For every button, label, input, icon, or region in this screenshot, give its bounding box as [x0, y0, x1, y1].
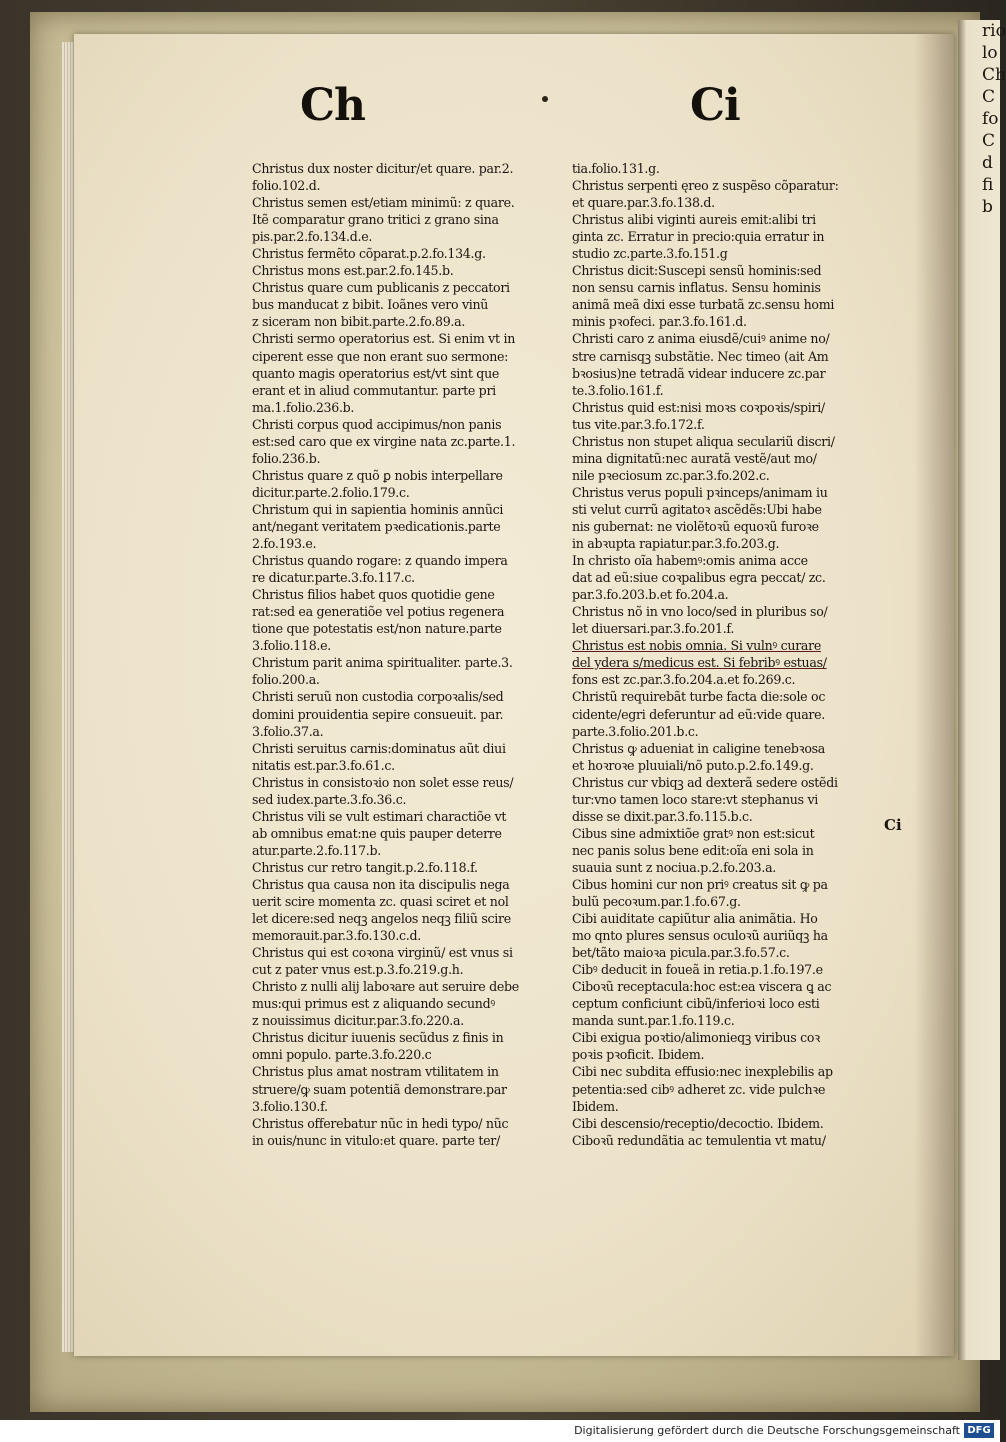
page-gutter-shadow: [914, 34, 954, 1356]
text-line: tus vite.par.3.fo.172.f.: [572, 416, 705, 432]
text-line: bus manducat z bibit. Ioãnes vero vinũ: [252, 297, 489, 313]
right-text-column: [572, 160, 882, 1149]
facing-page-text: Ch: [982, 65, 1006, 85]
text-line: Christus cur vbiqꝫ ad dexterã sedere ostẽdi: [572, 774, 838, 790]
text-line: Cibi exigua poꝛtio/alimonieqꝫ viribus coꝛ: [572, 1030, 820, 1046]
text-line: Itẽ comparatur grano tritici z grano sina: [252, 212, 499, 228]
text-line: Christus quare cum publicanis z peccatori: [252, 280, 510, 296]
text-line: Christus qua causa non ita discipulis nega: [252, 876, 510, 892]
footer-credit: Digitalisierung gefördert durch die Deutsche Forschungsgemeinschaft: [574, 1424, 960, 1437]
text-line: petentia:sed cibꝰ adheret zc. vide pulchꝛe: [572, 1081, 826, 1097]
text-line: minis pꝛofeci. par.3.fo.161.d.: [572, 314, 747, 330]
facing-page-edge: [958, 20, 1006, 1360]
text-line: 2.fo.193.e.: [252, 536, 317, 552]
text-line: Christus dicit:Suscepi sensũ hominis:sed: [572, 263, 822, 279]
text-line: Christus cur retro tangit.p.2.fo.118.f.: [252, 859, 478, 875]
facing-page-text: fi: [982, 175, 994, 195]
text-line: omni populo. parte.3.fo.220.c: [252, 1047, 432, 1063]
text-line: ceptum conficiunt cibũ/inferioꝛi loco esti: [572, 996, 820, 1012]
text-line: non sensu carnis inflatus. Sensu hominis: [572, 280, 821, 296]
text-line: cidente/egri deferuntur ad eũ:vide quare.: [572, 706, 825, 722]
text-line: del ydera s/medicus est. Si febribꝰ estuas/: [572, 655, 827, 671]
text-line: parte.3.folio.201.b.c.: [572, 723, 699, 739]
text-line: Christus qui est coꝛona virginũ/ est vnus si: [252, 945, 513, 961]
text-line: Christus alibi viginti aureis emit:alibi tri: [572, 212, 816, 228]
text-line: Christi corpus quod accipimus/non panis: [252, 416, 502, 432]
facing-page-text: b: [982, 197, 993, 217]
text-line: nile pꝛeciosum zc.par.3.fo.202.c.: [572, 467, 770, 483]
text-line: disse se dixit.par.3.fo.115.b.c.: [572, 808, 753, 824]
text-line: Christus quando rogare: z quando impera: [252, 553, 508, 569]
text-line: Cibus sine admixtiõe gratꝰ non est:sicut: [572, 825, 815, 841]
text-line: Christũ requirebãt turbe facta die:sole oc: [572, 689, 826, 705]
text-line: bꝛosius)ne tetradã videar inducere zc.par: [572, 365, 826, 381]
text-line: stre carnisqꝫ substãtie. Nec timeo (ait Am: [572, 348, 829, 364]
text-line: 3.folio.118.e.: [252, 638, 331, 654]
text-line: struere/ꝙ suam potentiã demonstrare.par: [252, 1081, 507, 1097]
left-text-column: [252, 160, 557, 1149]
text-line: Christo z nulli alij laboꝛare aut seruire debe: [252, 979, 519, 995]
text-line: Christus in consistoꝛio non solet esse reus/: [252, 774, 514, 790]
text-line: Christus serpenti ęreo z suspẽso cõparatur:: [572, 178, 839, 194]
text-line: bulũ pecoꝛum.par.1.fo.67.g.: [572, 894, 741, 910]
text-line: ab omnibus emat:ne quis pauper deterre: [252, 825, 502, 841]
text-line: uerit scire momenta zc. quasi sciret et nol: [252, 894, 509, 910]
text-line: Christus ꝙ adueniat in caligine tenebꝛosa: [572, 740, 825, 756]
text-line: ant/negant veritatem pꝛedicationis.parte: [252, 518, 501, 534]
text-line: Ciboꝛũ receptacula:hoc est:ea viscera ꝗ ac: [572, 979, 832, 995]
text-line: Cibi nec subdita effusio:nec inexplebilis ap: [572, 1064, 833, 1080]
text-line: animã meã dixi esse turbatã zc.sensu homi: [572, 297, 835, 313]
text-line: poꝛis pꝛoficit. Ibidem.: [572, 1047, 705, 1063]
text-line: Ibidem.: [572, 1098, 619, 1114]
text-line: Christus plus amat nostram vtilitatem in: [252, 1064, 499, 1080]
text-line: est:sed caro que ex virgine nata zc.parte.1.: [252, 433, 516, 449]
text-line: ginta zc. Erratur in precio:quia erratur in: [572, 229, 825, 245]
facing-page-text: rio: [982, 21, 1006, 41]
text-line: folio.236.b.: [252, 450, 321, 466]
text-line: nec panis solus bene edit:oĩa eni sola in: [572, 842, 814, 858]
text-line: Christus dux noster dicitur/et quare. par.2.: [252, 161, 514, 176]
text-line: et quare.par.3.fo.138.d.: [572, 195, 715, 211]
facing-page-text: lo: [982, 43, 998, 63]
text-line: z siceram non bibit.parte.2.fo.89.a.: [252, 314, 466, 330]
text-line: in ouis/nunc in vitulo:et quare. parte ter/: [252, 1132, 500, 1148]
text-line: Christus filios habet quos quotidie gene: [252, 587, 495, 603]
facing-page-text: d: [982, 153, 993, 173]
text-line: ciperent esse que non erant suo sermone:: [252, 348, 509, 364]
text-line: dicitur.parte.2.folio.179.c.: [252, 484, 410, 500]
text-line: ma.1.folio.236.b.: [252, 399, 355, 415]
text-line: 3.folio.37.a.: [252, 723, 324, 739]
text-line: Christus verus populi pꝛinceps/animam iu: [572, 484, 828, 500]
text-line: Christus semen est/etiam minimũ: z quare.: [252, 195, 515, 211]
facing-page-text: C: [982, 131, 996, 151]
text-line: Christi seruũ non custodia corpoꝛalis/sed: [252, 689, 504, 705]
text-line: 3.folio.130.f.: [252, 1098, 328, 1114]
text-line: Christus dicitur iuuenis secũdus z finis in: [252, 1030, 504, 1046]
text-line: Cibꝰ deducit in foueã in retia.p.1.fo.197.e: [572, 962, 823, 978]
text-line: fons est zc.par.3.fo.204.a.et fo.269.c.: [572, 672, 796, 688]
text-line: Christus mons est.par.2.fo.145.b.: [252, 263, 454, 279]
text-line: tione que potestatis est/non nature.parte: [252, 621, 502, 637]
text-line: bet/tãto maioꝛa picula.par.3.fo.57.c.: [572, 945, 790, 961]
text-line: Cibi auiditate capiũtur alia animãtia. Ho: [572, 911, 818, 927]
text-line: rat:sed ea generatiõe vel potius regenera: [252, 604, 505, 620]
heading-right: Ci: [690, 80, 740, 131]
text-line: mo qnto plures sensus oculoꝛũ auriũqꝫ ha: [572, 928, 828, 944]
text-line: Christus est nobis omnia. Si vulnꝰ curare: [572, 638, 822, 654]
text-line: Cibus homini cur non priꝰ creatus sit ꝙ pa: [572, 876, 828, 892]
text-line: studio zc.parte.3.fo.151.g: [572, 246, 728, 262]
text-line: dat ad eũ:siue coꝛpalibus egra peccat/ zc.: [572, 570, 826, 586]
text-line: Christus nõ in vno loco/sed in pluribus so/: [572, 604, 828, 620]
text-line: Christus fermẽto cõparat.p.2.fo.134.g.: [252, 246, 486, 262]
text-line: te.3.folio.161.f.: [572, 382, 664, 398]
text-line: par.3.fo.203.b.et fo.204.a.: [572, 587, 729, 603]
text-line: memorauit.par.3.fo.130.c.d.: [252, 928, 421, 944]
text-line: Christum parit anima spiritualiter. parte.3.: [252, 655, 513, 671]
text-line: in abꝛupta rapiatur.par.3.fo.203.g.: [572, 536, 780, 552]
dfg-logo: DFG: [964, 1423, 994, 1438]
text-line: let dicere:sed neqꝫ angelos neqꝫ filiũ scire: [252, 911, 511, 927]
text-line: et hoꝛroꝛe pluuiali/nõ puto.p.2.fo.149.g.: [572, 757, 814, 773]
text-line: Christus quid est:nisi moꝛs coꝛpoꝛis/spiri/: [572, 399, 825, 415]
text-line: folio.200.a.: [252, 672, 320, 688]
text-line: atur.parte.2.fo.117.b.: [252, 842, 381, 858]
text-line: Ciboꝛũ redundãtia ac temulentia vt matu/: [572, 1132, 826, 1148]
text-line: folio.102.d.: [252, 178, 321, 194]
text-line: z nouissimus dicitur.par.3.fo.220.a.: [252, 1013, 464, 1029]
text-line: tia.folio.131.g.: [572, 161, 660, 176]
text-line: let diuersari.par.3.fo.201.f.: [572, 621, 735, 637]
text-line: suauia sunt z nociua.p.2.fo.203.a.: [572, 859, 776, 875]
text-line: Christus vili se vult estimari charactiõe vt: [252, 808, 507, 824]
text-line: manda sunt.par.1.fo.119.c.: [572, 1013, 735, 1029]
text-line: quanto magis operatorius est/vt sint que: [252, 365, 500, 381]
text-line: Christus quare z quõ ꝑ nobis interpellare: [252, 467, 503, 483]
text-line: Christi seruitus carnis:dominatus aũt diui: [252, 740, 506, 756]
text-line: cut z pater vnus est.p.3.fo.219.g.h.: [252, 962, 464, 978]
text-line: Christum qui in sapientia hominis annũci: [252, 501, 504, 517]
margin-note: Ci: [884, 816, 902, 834]
text-line: Christus offerebatur nũc in hedi typo/ nũc: [252, 1115, 509, 1131]
facing-page-text: fo: [982, 109, 999, 129]
text-line: tur:vno tamen loco stare:vt stephanus vi: [572, 791, 818, 807]
text-line: erant et in aliud commutantur. parte pri: [252, 382, 496, 398]
text-line: mus:qui primus est z aliquando secundꝰ: [252, 996, 495, 1012]
text-line: pis.par.2.fo.134.d.e.: [252, 229, 373, 245]
center-dot: [542, 96, 548, 102]
text-line: nis gubernat: ne violẽtoꝛũ equoꝛũ furoꝛe: [572, 518, 819, 534]
text-line: domini prouidentia sepire consueuit. par.: [252, 706, 504, 722]
text-line: nitatis est.par.3.fo.61.c.: [252, 757, 395, 773]
heading-left: Ch: [300, 80, 366, 131]
text-line: sed iudex.parte.3.fo.36.c.: [252, 791, 407, 807]
text-line: Christi caro z anima eiusdẽ/cuiꝰ anime no/: [572, 331, 830, 347]
text-line: sti velut currũ agitatoꝛ ascẽdẽs:Ubi habe: [572, 501, 822, 517]
text-line: Cibi descensio/receptio/decoctio. Ibidem.: [572, 1115, 824, 1131]
text-line: Christi sermo operatorius est. Si enim vt in: [252, 331, 516, 347]
footer-bar: [0, 1420, 1000, 1442]
text-line: In christo oĩa habemꝰ:omis anima acce: [572, 553, 808, 569]
text-line: mina dignitatũ:nec auratã vestẽ/aut mo/: [572, 450, 817, 466]
text-line: re dicatur.parte.3.fo.117.c.: [252, 570, 415, 586]
facing-page-text: C: [982, 87, 996, 107]
text-line: Christus non stupet aliqua seculariũ discri/: [572, 433, 835, 449]
